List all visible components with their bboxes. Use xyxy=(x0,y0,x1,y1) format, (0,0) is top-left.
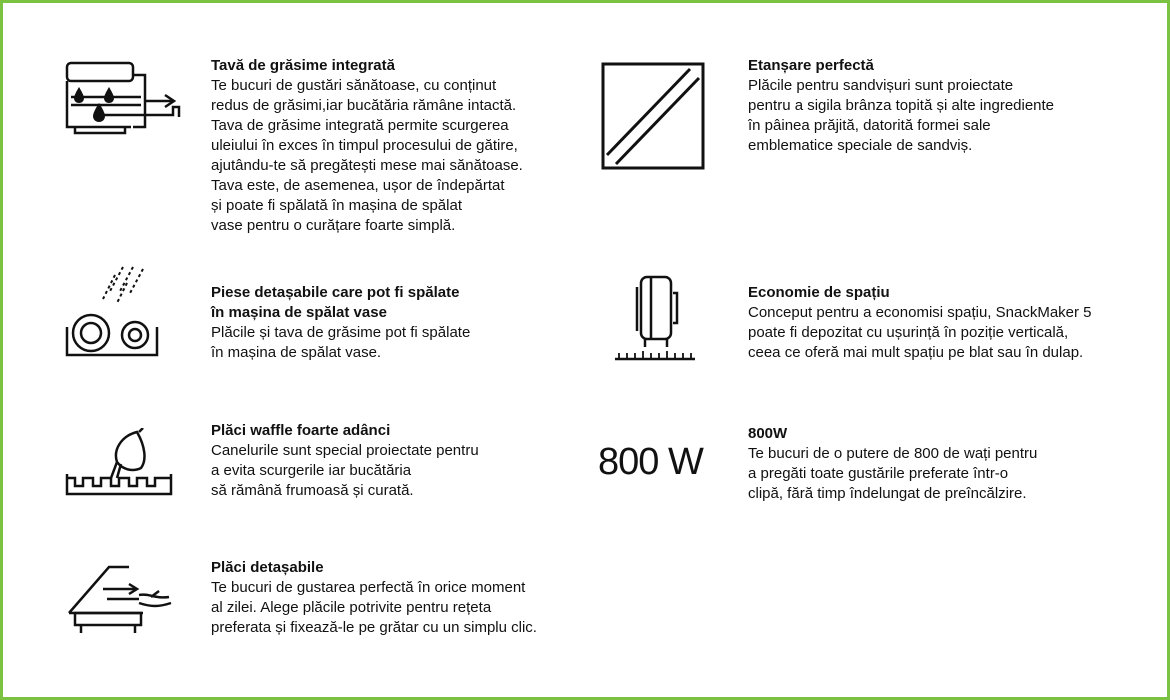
feature-desc-waffle-plates: Canelurile sunt special proiectate pentru a evita scurgerile iar bucătăria să rămână frumoasă și curată. xyxy=(211,442,479,499)
feature-title-perfect-seal: Etanșare perfectă xyxy=(748,57,874,74)
feature-title-dishwasher: Piese detașabile care pot fi spălate în mașina de spălat vase xyxy=(211,284,460,321)
perfect-seal-icon xyxy=(600,61,706,171)
grease-tray-icon xyxy=(61,61,186,136)
feature-desc-dishwasher: Plăcile și tava de grăsime pot fi spălate în mașina de spălat vase. xyxy=(211,324,471,361)
feature-desc-perfect-seal: Plăcile pentru sandvișuri sunt proiectate pentru a sigila brânza topită și alte ingrediente în pâinea prăjită, datorită formei sale emblematice speciale de sandviș. xyxy=(748,77,1055,154)
feature-desc-power: Te bucuri de o putere de 800 de wați pentru a pregăti toate gustările preferate într-o clipă, fără timp îndelungat de preîncălzire. xyxy=(748,445,1038,502)
waffle-plate-icon xyxy=(61,428,176,498)
feature-title-grease-tray: Tavă de grăsime integrată xyxy=(211,57,395,74)
dishwasher-icon xyxy=(63,265,163,360)
feature-title-power: 800W xyxy=(748,425,788,442)
feature-desc-removable-plates: Te bucuri de gustarea perfectă în orice moment al zilei. Alege plăcile potrivite pentru rețeta preferata și fixează-le pe grătar cu un simplu clic. xyxy=(211,579,537,636)
feature-title-space-saving: Economie de spațiu xyxy=(748,284,890,301)
space-saving-icon xyxy=(613,273,698,365)
feature-title-removable-plates: Plăci detașabile xyxy=(211,559,324,576)
feature-desc-space-saving: Conceput pentru a economisi spațiu, SnackMaker 5 poate fi depozitat cu ușurință în poziție verticală, ceea ce oferă mai mult spațiu pe blat sau în dulap. xyxy=(748,304,1092,361)
removable-plates-icon xyxy=(63,563,178,638)
feature-title-waffle-plates: Plăci waffle foarte adânci xyxy=(211,422,391,439)
feature-desc-grease-tray: Te bucuri de gustări sănătoase, cu conținut redus de grăsimi,iar bucătăria rămâne intactă. Tava de grăsime integrată permite scurgerea uleiului în exces în timpul procesului de gătire, ajutându-te să pregătești mese mai sănătoase. Tava este, de asemenea, ușor de îndepărtat și poate fi spălată în mașina de spălat vase pentru o curățare foarte simplă. xyxy=(211,77,523,234)
power-icon: 800 W xyxy=(598,441,703,483)
